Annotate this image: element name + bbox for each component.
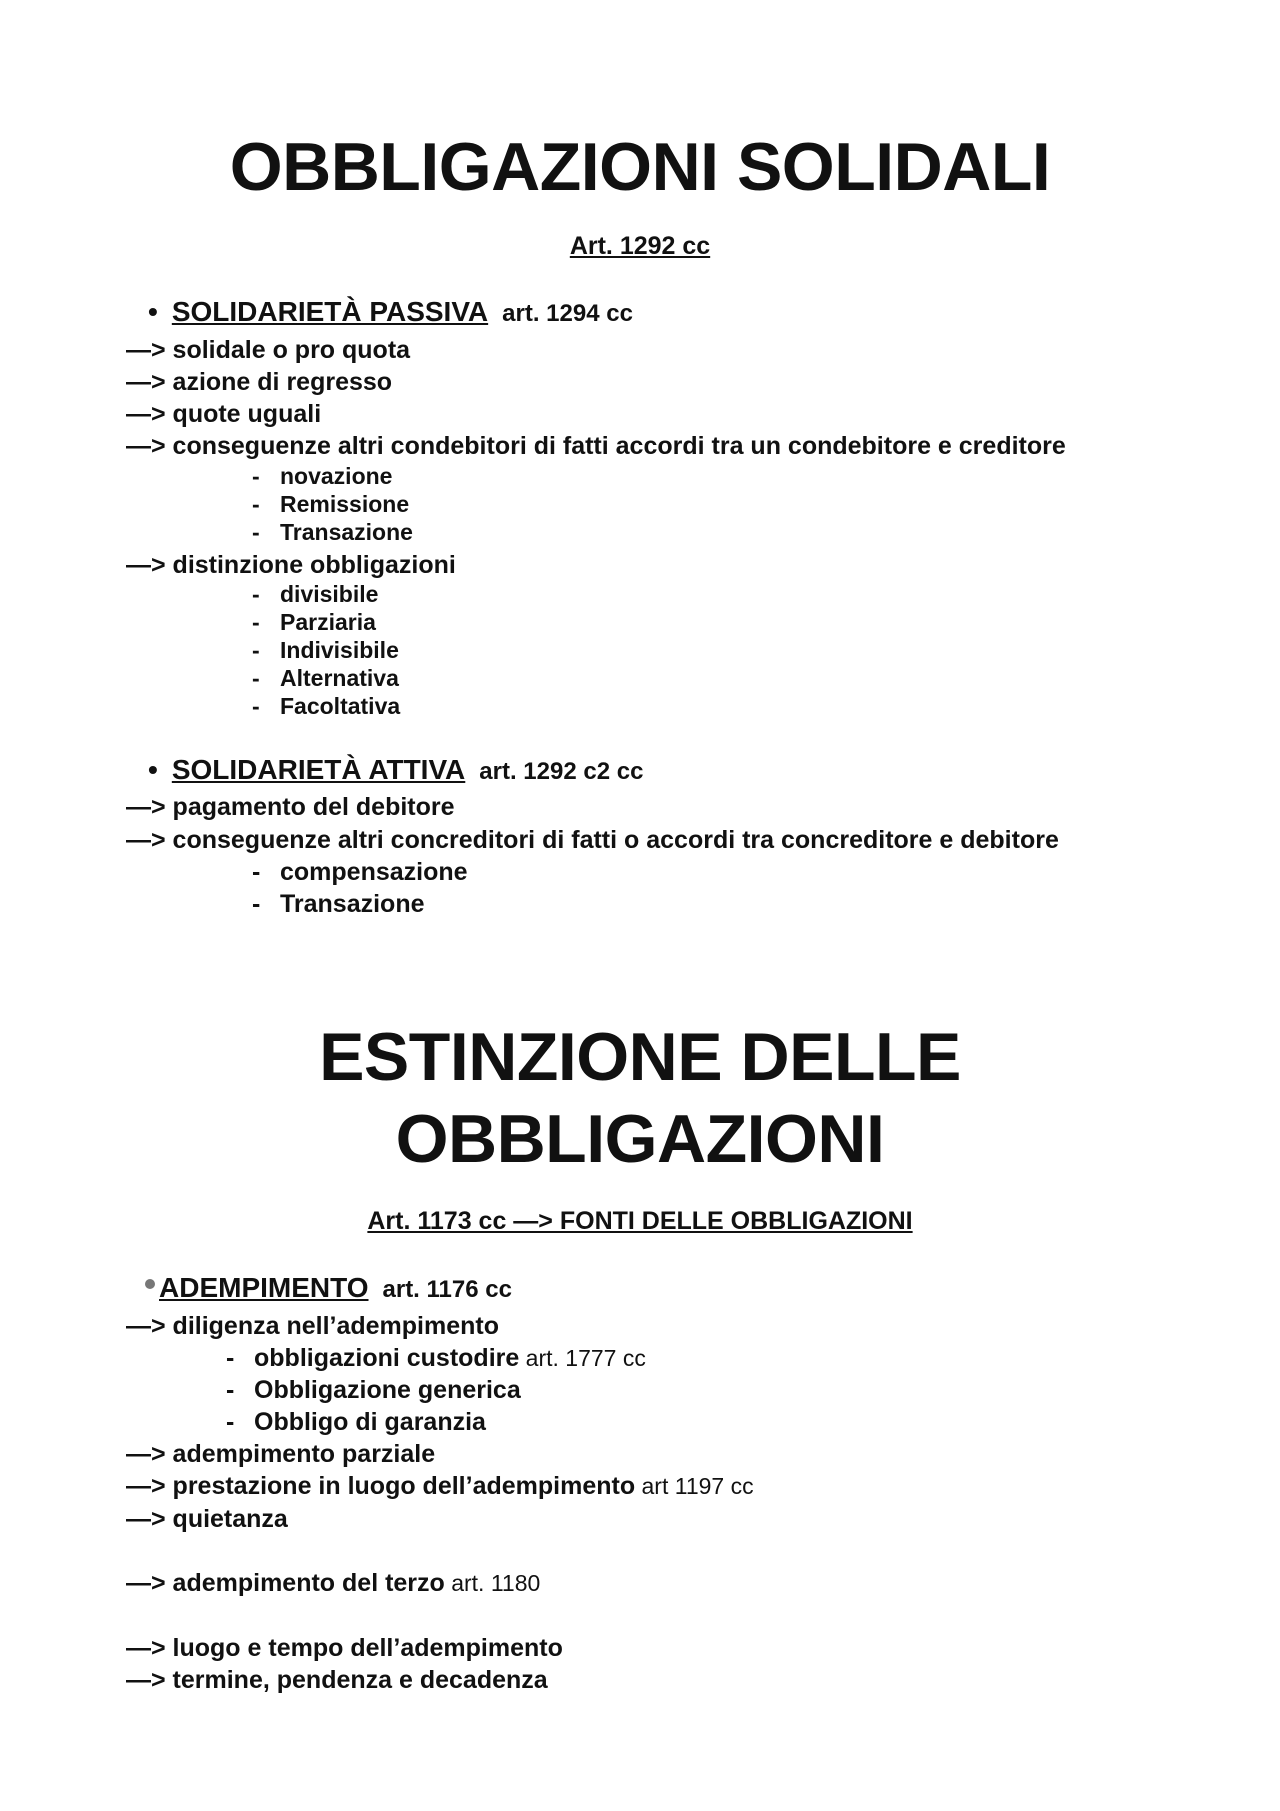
section-title: ESTINZIONE DELLE — [319, 1019, 961, 1095]
bullet-icon: • — [148, 754, 158, 785]
section-heading-adempimento: ADEMPIMENTO art. 1176 cc — [145, 1272, 512, 1304]
list-item: —> distinzione obbligazioni — [126, 551, 456, 579]
sub-item: - Facoltativa — [252, 693, 401, 719]
list-item: —> adempimento del terzo art. 1180 — [126, 1569, 541, 1597]
page-title: OBBLIGAZIONI SOLIDALI — [229, 129, 1051, 205]
article-reference: Art. 1292 cc — [569, 232, 711, 260]
sub-item: - Alternativa — [252, 665, 399, 691]
sub-item: - Transazione — [252, 890, 425, 918]
sub-item: - Indivisibile — [252, 637, 399, 663]
list-item: —> quote uguali — [126, 400, 322, 428]
list-item: —> solidale o pro quota — [126, 336, 411, 364]
section-heading-passiva: • SOLIDARIETÀ PASSIVA art. 1294 cc — [148, 296, 633, 327]
section-title: OBBLIGAZIONI — [395, 1101, 885, 1177]
list-item: —> diligenza nell’adempimento — [126, 1312, 499, 1340]
sub-item: - Transazione — [252, 519, 413, 545]
list-item: —> pagamento del debitore — [126, 793, 455, 821]
list-item: —> conseguenze altri concreditori di fatti o accordi tra concreditore e debitore — [126, 826, 1059, 854]
article-reference: Art. 1173 cc —> FONTI DELLE OBBLIGAZIONI — [367, 1207, 913, 1235]
section-heading-attiva: • SOLIDARIETÀ ATTIVA art. 1292 c2 cc — [148, 754, 644, 785]
list-item: —> adempimento parziale — [126, 1440, 436, 1468]
sub-item: - Remissione — [252, 491, 410, 517]
sub-item: - Parziaria — [252, 609, 376, 635]
list-item: —> termine, pendenza e decadenza — [126, 1666, 548, 1694]
list-item: —> conseguenze altri condebitori di fatti accordi tra un condebitore e creditore — [126, 432, 1066, 460]
list-item: —> azione di regresso — [126, 368, 393, 396]
sub-item: - novazione — [252, 463, 393, 489]
bullet-icon: • — [148, 296, 158, 327]
sub-item: - Obbligo di garanzia — [226, 1408, 486, 1436]
sub-item: - divisibile — [252, 581, 379, 607]
bullet-icon — [145, 1279, 155, 1289]
list-item: —> prestazione in luogo dell’adempimento art 1197 cc — [126, 1472, 754, 1500]
sub-item: - compensazione — [252, 858, 468, 886]
sub-item: - obbligazioni custodire art. 1777 cc — [226, 1344, 646, 1372]
sub-item: - Obbligazione generica — [226, 1376, 521, 1404]
list-item: —> quietanza — [126, 1505, 288, 1533]
list-item: —> luogo e tempo dell’adempimento — [126, 1634, 563, 1662]
